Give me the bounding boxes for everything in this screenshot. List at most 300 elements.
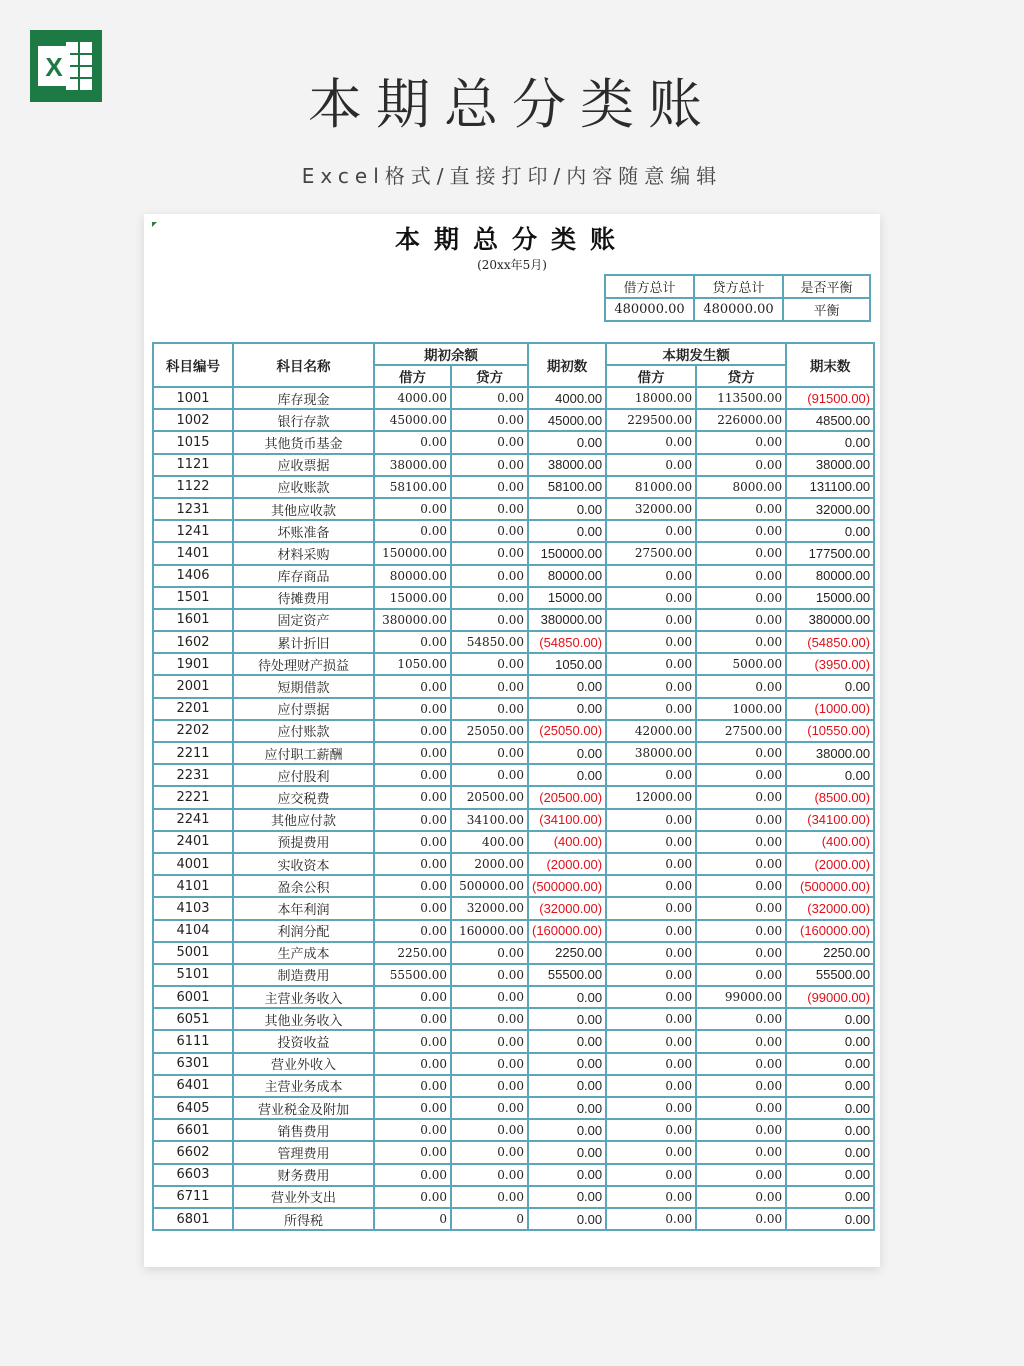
period-debit: 0.00: [606, 853, 696, 875]
opening-debit: 0.00: [374, 1075, 451, 1097]
period-credit: 0.00: [696, 520, 786, 542]
table-row: [153, 1164, 874, 1186]
opening-net: 0.00: [528, 675, 606, 697]
account-code: 6001: [153, 986, 233, 1008]
table-row: [153, 986, 874, 1008]
ledger-period: (20xx年5月): [477, 258, 547, 272]
period-debit: 38000.00: [606, 742, 696, 764]
opening-credit: 0.00: [451, 675, 528, 697]
table-row: [153, 498, 874, 520]
opening-debit: 0.00: [374, 1164, 451, 1186]
period-credit: 0.00: [696, 1053, 786, 1075]
period-debit: 0.00: [606, 831, 696, 853]
opening-credit: 25050.00: [451, 720, 528, 742]
opening-net: 0.00: [528, 520, 606, 542]
period-debit: 42000.00: [606, 720, 696, 742]
account-code: 6405: [153, 1097, 233, 1119]
account-code: 2001: [153, 675, 233, 697]
account-code: 6401: [153, 1075, 233, 1097]
closing-balance: 380000.00: [786, 609, 874, 631]
closing-balance: (34100.00): [786, 809, 874, 831]
account-name: 其他应收款: [233, 498, 374, 520]
opening-debit: 0.00: [374, 831, 451, 853]
opening-net: 2250.00: [528, 942, 606, 964]
period-debit: 0.00: [606, 1053, 696, 1075]
opening-debit: 15000.00: [374, 587, 451, 609]
account-code: 1121: [153, 454, 233, 476]
period-debit: 81000.00: [606, 476, 696, 498]
header-name: 科目名称: [233, 343, 374, 387]
opening-debit: 0.00: [374, 498, 451, 520]
closing-balance: (3950.00): [786, 653, 874, 675]
opening-credit: 32000.00: [451, 897, 528, 919]
account-name: 短期借款: [233, 675, 374, 697]
table-row: [153, 631, 874, 653]
period-credit: 0.00: [696, 964, 786, 986]
period-debit: 0.00: [606, 986, 696, 1008]
header-period-credit: 贷方: [696, 365, 786, 387]
period-credit: 226000.00: [696, 409, 786, 431]
account-code: 5101: [153, 964, 233, 986]
header-opening-debit: 借方: [374, 365, 451, 387]
period-debit: 0.00: [606, 964, 696, 986]
closing-balance: 0.00: [786, 1186, 874, 1208]
opening-credit: 0.00: [451, 764, 528, 786]
opening-debit: 0.00: [374, 1053, 451, 1075]
table-row: [153, 609, 874, 631]
account-name: 银行存款: [233, 409, 374, 431]
closing-balance: 0.00: [786, 1208, 874, 1230]
account-code: 2221: [153, 786, 233, 808]
opening-debit: 0.00: [374, 1097, 451, 1119]
table-row: [153, 1208, 874, 1230]
closing-balance: 0.00: [786, 1030, 874, 1052]
table-row: [153, 764, 874, 786]
header-opening-balance: 期初余额: [374, 343, 528, 365]
closing-balance: (400.00): [786, 831, 874, 853]
account-name: 应付账款: [233, 720, 374, 742]
account-code: 2202: [153, 720, 233, 742]
opening-credit: 0.00: [451, 587, 528, 609]
table-row: [153, 853, 874, 875]
opening-credit: 0.00: [451, 454, 528, 476]
account-code: 2401: [153, 831, 233, 853]
account-code: 1001: [153, 387, 233, 409]
opening-net: 0.00: [528, 764, 606, 786]
account-code: 1401: [153, 542, 233, 564]
period-credit: 0.00: [696, 1075, 786, 1097]
closing-balance: 32000.00: [786, 498, 874, 520]
account-code: 1501: [153, 587, 233, 609]
account-name: 营业外支出: [233, 1186, 374, 1208]
header-opening-credit: 贷方: [451, 365, 528, 387]
opening-net: 0.00: [528, 986, 606, 1008]
period-debit: 27500.00: [606, 542, 696, 564]
opening-debit: 1050.00: [374, 653, 451, 675]
account-name: 主营业务收入: [233, 986, 374, 1008]
opening-net: 45000.00: [528, 409, 606, 431]
opening-credit: 0.00: [451, 942, 528, 964]
opening-net: (20500.00): [528, 786, 606, 808]
account-code: 6601: [153, 1119, 233, 1141]
account-code: 2201: [153, 698, 233, 720]
table-row: [153, 809, 874, 831]
page-title: 本期总分类账: [308, 73, 716, 136]
ledger-body: [153, 387, 874, 1230]
closing-balance: 55500.00: [786, 964, 874, 986]
table-row: [153, 698, 874, 720]
period-debit: 0.00: [606, 1186, 696, 1208]
period-credit: 1000.00: [696, 698, 786, 720]
period-credit: 5000.00: [696, 653, 786, 675]
opening-net: 15000.00: [528, 587, 606, 609]
opening-credit: 400.00: [451, 831, 528, 853]
opening-net: 0.00: [528, 1053, 606, 1075]
opening-net: 0.00: [528, 1008, 606, 1030]
period-debit: 0.00: [606, 565, 696, 587]
opening-net: 58100.00: [528, 476, 606, 498]
account-name: 所得税: [233, 1208, 374, 1230]
opening-credit: 0.00: [451, 742, 528, 764]
account-name: 本年利润: [233, 897, 374, 919]
opening-debit: 380000.00: [374, 609, 451, 631]
opening-debit: 0.00: [374, 809, 451, 831]
period-debit: 0.00: [606, 1008, 696, 1030]
table-row: [153, 920, 874, 942]
opening-credit: 20500.00: [451, 786, 528, 808]
header-period-debit: 借方: [606, 365, 696, 387]
period-debit: 0.00: [606, 764, 696, 786]
opening-credit: 0.00: [451, 409, 528, 431]
closing-balance: (2000.00): [786, 853, 874, 875]
opening-credit: 0.00: [451, 1030, 528, 1052]
period-debit: 18000.00: [606, 387, 696, 409]
account-code: 1601: [153, 609, 233, 631]
table-row: [153, 897, 874, 919]
opening-credit: 0.00: [451, 431, 528, 453]
account-code: 4104: [153, 920, 233, 942]
account-name: 累计折旧: [233, 631, 374, 653]
opening-debit: 0.00: [374, 520, 451, 542]
opening-debit: 0.00: [374, 431, 451, 453]
opening-debit: 0: [374, 1208, 451, 1230]
opening-net: (500000.00): [528, 875, 606, 897]
opening-net: (54850.00): [528, 631, 606, 653]
account-code: 4101: [153, 875, 233, 897]
header-period-activity: 本期发生额: [606, 343, 786, 365]
account-code: 6801: [153, 1208, 233, 1230]
period-debit: 0.00: [606, 1141, 696, 1163]
opening-net: 150000.00: [528, 542, 606, 564]
account-code: 6711: [153, 1186, 233, 1208]
period-debit: 229500.00: [606, 409, 696, 431]
opening-net: (400.00): [528, 831, 606, 853]
period-credit: 0.00: [696, 875, 786, 897]
account-code: 6051: [153, 1008, 233, 1030]
opening-debit: 80000.00: [374, 565, 451, 587]
account-name: 营业税金及附加: [233, 1097, 374, 1119]
opening-credit: 0.00: [451, 964, 528, 986]
page-subtitle: Excel格式/直接打印/内容随意编辑: [301, 164, 723, 188]
closing-balance: 0.00: [786, 431, 874, 453]
period-credit: 0.00: [696, 1030, 786, 1052]
opening-net: 380000.00: [528, 609, 606, 631]
period-credit: 0.00: [696, 1119, 786, 1141]
header-code: 科目编号: [153, 343, 233, 387]
excel-icon-letter: X: [45, 52, 63, 82]
period-debit: 0.00: [606, 1097, 696, 1119]
account-name: 利润分配: [233, 920, 374, 942]
opening-net: 55500.00: [528, 964, 606, 986]
period-credit: 0.00: [696, 587, 786, 609]
period-credit: 0.00: [696, 897, 786, 919]
closing-balance: 0.00: [786, 1141, 874, 1163]
opening-credit: 160000.00: [451, 920, 528, 942]
table-row: [153, 520, 874, 542]
account-code: 1122: [153, 476, 233, 498]
opening-net: 1050.00: [528, 653, 606, 675]
period-credit: 99000.00: [696, 986, 786, 1008]
closing-balance: (32000.00): [786, 897, 874, 919]
period-credit: 0.00: [696, 675, 786, 697]
table-row: [153, 675, 874, 697]
opening-credit: 0.00: [451, 1075, 528, 1097]
table-row: [153, 720, 874, 742]
opening-credit: 0.00: [451, 520, 528, 542]
period-credit: 0.00: [696, 1097, 786, 1119]
closing-balance: 2250.00: [786, 942, 874, 964]
table-row: [153, 409, 874, 431]
opening-credit: 0.00: [451, 1141, 528, 1163]
opening-net: 0.00: [528, 742, 606, 764]
account-name: 其他业务收入: [233, 1008, 374, 1030]
period-credit: 0.00: [696, 565, 786, 587]
debit-total-label: 借方总计: [605, 275, 694, 298]
opening-debit: 0.00: [374, 875, 451, 897]
balance-check-value: 平衡: [783, 298, 870, 321]
opening-credit: 54850.00: [451, 631, 528, 653]
opening-credit: 0.00: [451, 387, 528, 409]
period-credit: 0.00: [696, 1186, 786, 1208]
opening-debit: 0.00: [374, 720, 451, 742]
table-row: [153, 1075, 874, 1097]
account-name: 应付股利: [233, 764, 374, 786]
account-code: 4001: [153, 853, 233, 875]
account-code: 1241: [153, 520, 233, 542]
header-opening-net: 期初数: [528, 343, 606, 387]
period-credit: 113500.00: [696, 387, 786, 409]
period-credit: 0.00: [696, 542, 786, 564]
period-debit: 0.00: [606, 631, 696, 653]
opening-net: 38000.00: [528, 454, 606, 476]
closing-balance: 0.00: [786, 1164, 874, 1186]
period-credit: 0.00: [696, 809, 786, 831]
opening-debit: 150000.00: [374, 542, 451, 564]
opening-credit: 0.00: [451, 1097, 528, 1119]
closing-balance: (160000.00): [786, 920, 874, 942]
account-name: 固定资产: [233, 609, 374, 631]
closing-balance: 48500.00: [786, 409, 874, 431]
account-name: 其他应付款: [233, 809, 374, 831]
debit-total-value: 480000.00: [605, 298, 694, 321]
opening-debit: 45000.00: [374, 409, 451, 431]
closing-balance: 0.00: [786, 1097, 874, 1119]
closing-balance: 0.00: [786, 1053, 874, 1075]
account-name: 制造费用: [233, 964, 374, 986]
table-row: [153, 476, 874, 498]
period-credit: 0.00: [696, 1008, 786, 1030]
account-code: 1015: [153, 431, 233, 453]
table-row: [153, 742, 874, 764]
account-name: 盈余公积: [233, 875, 374, 897]
opening-net: (2000.00): [528, 853, 606, 875]
table-row: [153, 1186, 874, 1208]
account-code: 1231: [153, 498, 233, 520]
opening-debit: 58100.00: [374, 476, 451, 498]
opening-debit: 0.00: [374, 897, 451, 919]
spreadsheet-sheet: [144, 214, 880, 1267]
period-debit: 0.00: [606, 454, 696, 476]
period-credit: 27500.00: [696, 720, 786, 742]
opening-net: 0.00: [528, 1164, 606, 1186]
table-row: [153, 587, 874, 609]
account-name: 实收资本: [233, 853, 374, 875]
account-code: 2241: [153, 809, 233, 831]
totals-summary: [604, 274, 871, 322]
closing-balance: (91500.00): [786, 387, 874, 409]
period-debit: 0.00: [606, 1030, 696, 1052]
period-debit: 0.00: [606, 942, 696, 964]
opening-net: 0.00: [528, 698, 606, 720]
table-row: [153, 964, 874, 986]
period-debit: 0.00: [606, 520, 696, 542]
account-name: 坏账准备: [233, 520, 374, 542]
closing-balance: (54850.00): [786, 631, 874, 653]
period-debit: 0.00: [606, 431, 696, 453]
opening-debit: 0.00: [374, 853, 451, 875]
account-code: 4103: [153, 897, 233, 919]
account-name: 销售费用: [233, 1119, 374, 1141]
opening-net: (34100.00): [528, 809, 606, 831]
opening-debit: 0.00: [374, 1186, 451, 1208]
period-credit: 0.00: [696, 454, 786, 476]
period-debit: 0.00: [606, 897, 696, 919]
period-debit: 0.00: [606, 1164, 696, 1186]
table-row: [153, 1119, 874, 1141]
closing-balance: 0.00: [786, 1119, 874, 1141]
table-row: [153, 1097, 874, 1119]
period-credit: 0.00: [696, 786, 786, 808]
table-row: [153, 875, 874, 897]
period-debit: 12000.00: [606, 786, 696, 808]
opening-credit: 0: [451, 1208, 528, 1230]
account-code: 6111: [153, 1030, 233, 1052]
period-debit: 0.00: [606, 875, 696, 897]
opening-debit: 2250.00: [374, 942, 451, 964]
closing-balance: 0.00: [786, 1075, 874, 1097]
table-row: [153, 942, 874, 964]
period-debit: 0.00: [606, 587, 696, 609]
opening-debit: 0.00: [374, 764, 451, 786]
closing-balance: 131100.00: [786, 476, 874, 498]
opening-net: 0.00: [528, 1141, 606, 1163]
account-name: 材料采购: [233, 542, 374, 564]
credit-total-label: 贷方总计: [694, 275, 783, 298]
closing-balance: 0.00: [786, 520, 874, 542]
table-row: [153, 1008, 874, 1030]
closing-balance: (8500.00): [786, 786, 874, 808]
account-code: 1602: [153, 631, 233, 653]
table-row: [153, 431, 874, 453]
closing-balance: (99000.00): [786, 986, 874, 1008]
period-credit: 0.00: [696, 831, 786, 853]
account-name: 管理费用: [233, 1141, 374, 1163]
opening-debit: 4000.00: [374, 387, 451, 409]
account-name: 待摊费用: [233, 587, 374, 609]
opening-credit: 2000.00: [451, 853, 528, 875]
credit-total-value: 480000.00: [694, 298, 783, 321]
account-name: 投资收益: [233, 1030, 374, 1052]
table-row: [153, 1030, 874, 1052]
opening-net: 0.00: [528, 1030, 606, 1052]
opening-debit: 0.00: [374, 1119, 451, 1141]
opening-credit: 0.00: [451, 476, 528, 498]
period-credit: 0.00: [696, 498, 786, 520]
account-name: 应收账款: [233, 476, 374, 498]
account-name: 应付票据: [233, 698, 374, 720]
period-debit: 0.00: [606, 1075, 696, 1097]
opening-net: (32000.00): [528, 897, 606, 919]
header-closing: 期末数: [786, 343, 874, 387]
closing-balance: 0.00: [786, 764, 874, 786]
opening-net: (25050.00): [528, 720, 606, 742]
opening-debit: 0.00: [374, 698, 451, 720]
account-name: 应付职工薪酬: [233, 742, 374, 764]
closing-balance: 0.00: [786, 675, 874, 697]
closing-balance: (10550.00): [786, 720, 874, 742]
period-debit: 0.00: [606, 653, 696, 675]
account-code: 6301: [153, 1053, 233, 1075]
table-row: [153, 653, 874, 675]
opening-credit: 34100.00: [451, 809, 528, 831]
opening-debit: 0.00: [374, 631, 451, 653]
account-code: 6603: [153, 1164, 233, 1186]
opening-net: (160000.00): [528, 920, 606, 942]
closing-balance: 80000.00: [786, 565, 874, 587]
account-name: 库存商品: [233, 565, 374, 587]
period-credit: 0.00: [696, 609, 786, 631]
opening-credit: 500000.00: [451, 875, 528, 897]
period-debit: 0.00: [606, 698, 696, 720]
balance-check-label: 是否平衡: [783, 275, 870, 298]
opening-debit: 0.00: [374, 1030, 451, 1052]
period-credit: 0.00: [696, 631, 786, 653]
opening-net: 4000.00: [528, 387, 606, 409]
table-row: [153, 1053, 874, 1075]
opening-credit: 0.00: [451, 565, 528, 587]
account-code: 1901: [153, 653, 233, 675]
table-row: [153, 542, 874, 564]
opening-credit: 0.00: [451, 1119, 528, 1141]
account-code: 6602: [153, 1141, 233, 1163]
opening-debit: 0.00: [374, 786, 451, 808]
closing-balance: 38000.00: [786, 454, 874, 476]
account-name: 应收票据: [233, 454, 374, 476]
table-row: [153, 1141, 874, 1163]
opening-debit: 0.00: [374, 1141, 451, 1163]
table-row: [153, 454, 874, 476]
table-row: [153, 831, 874, 853]
